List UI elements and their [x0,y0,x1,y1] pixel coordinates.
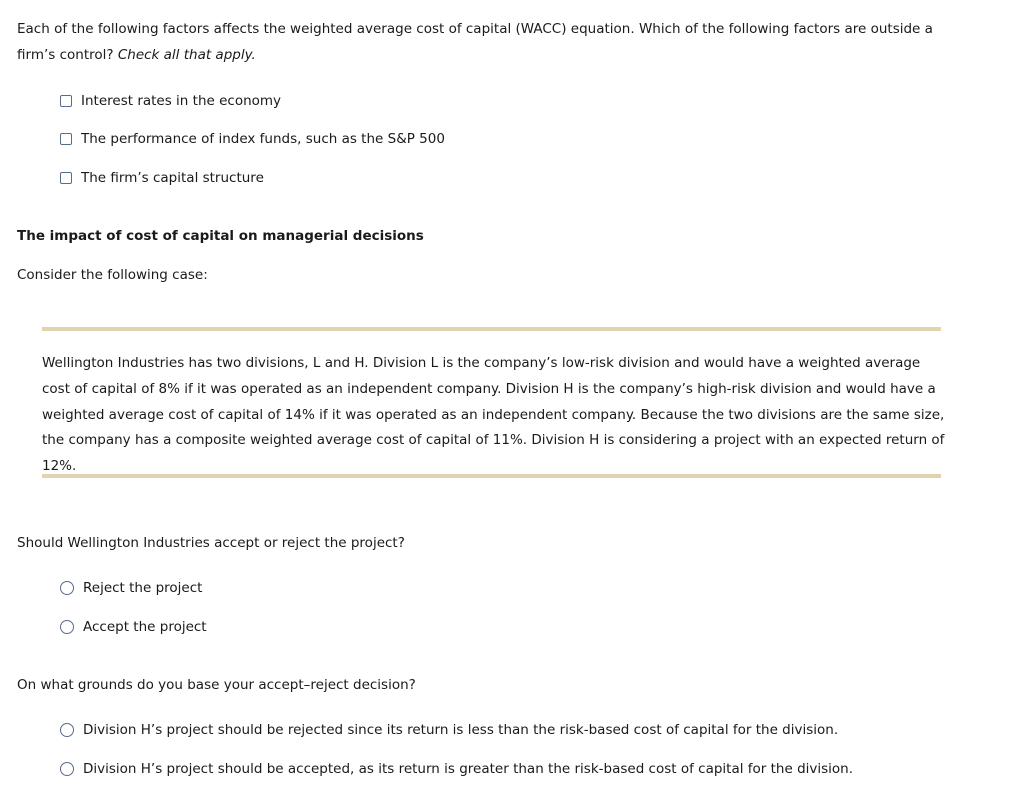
checkbox-option-index-funds[interactable] [60,129,445,149]
section-intro: Consider the following case: [17,267,208,283]
radio-option-grounds-reject[interactable] [60,720,838,740]
checkbox[interactable] [60,172,72,184]
question-1-hint: Check all that apply. [117,47,256,63]
radio-button[interactable] [60,762,74,776]
option-label: Division H’s project should be rejected since its return is less than the risk-based cost of capital for the division. [83,722,839,738]
option-label: Interest rates in the economy [81,93,282,109]
radio-option-reject[interactable] [60,578,202,598]
checkbox-option-capital-structure[interactable] [60,168,264,188]
radio-option-accept[interactable] [60,617,207,637]
section-title: The impact of cost of capital on managerial decisions [17,228,424,244]
option-label: Reject the project [83,580,203,596]
option-label: Division H’s project should be accepted, as its return is greater than the risk-based cost of capital for the division. [83,761,854,777]
question-1-text: Each of the following factors affects the weighted average cost of capital (WACC) equation. Which of the following factors are outside a firm’s control? [17,21,933,63]
question-2-prompt: Should Wellington Industries accept or reject the project? [17,535,405,551]
case-top-divider [42,327,941,331]
case-description: Wellington Industries has two divisions, L and H. Division L is the company’s low-risk division and would have a weighted average cost of capital of 8% if it was operated as an independent company. Division H is the company’s high-risk division and would have a weighted average cost of capital of 14% if it was operated as an independent company. Because the two divisions are the same size, the company has a composite weighted average cost of capital of 11%. Division H is considering a project with an expected return of 12%. [42,355,945,475]
option-label: Accept the project [83,619,207,635]
radio-button[interactable] [60,723,74,737]
option-label: The firm’s capital structure [81,170,264,186]
question-1-prompt [17,16,957,68]
checkbox[interactable] [60,133,72,145]
checkbox-option-interest-rates[interactable] [60,91,281,111]
question-3-prompt: On what grounds do you base your accept–reject decision? [17,677,416,693]
case-bottom-divider [42,474,941,478]
radio-button[interactable] [60,620,74,634]
option-label: The performance of index funds, such as the S&P 500 [81,131,445,147]
radio-option-grounds-accept[interactable] [60,759,853,779]
radio-button[interactable] [60,581,74,595]
checkbox[interactable] [60,95,72,107]
